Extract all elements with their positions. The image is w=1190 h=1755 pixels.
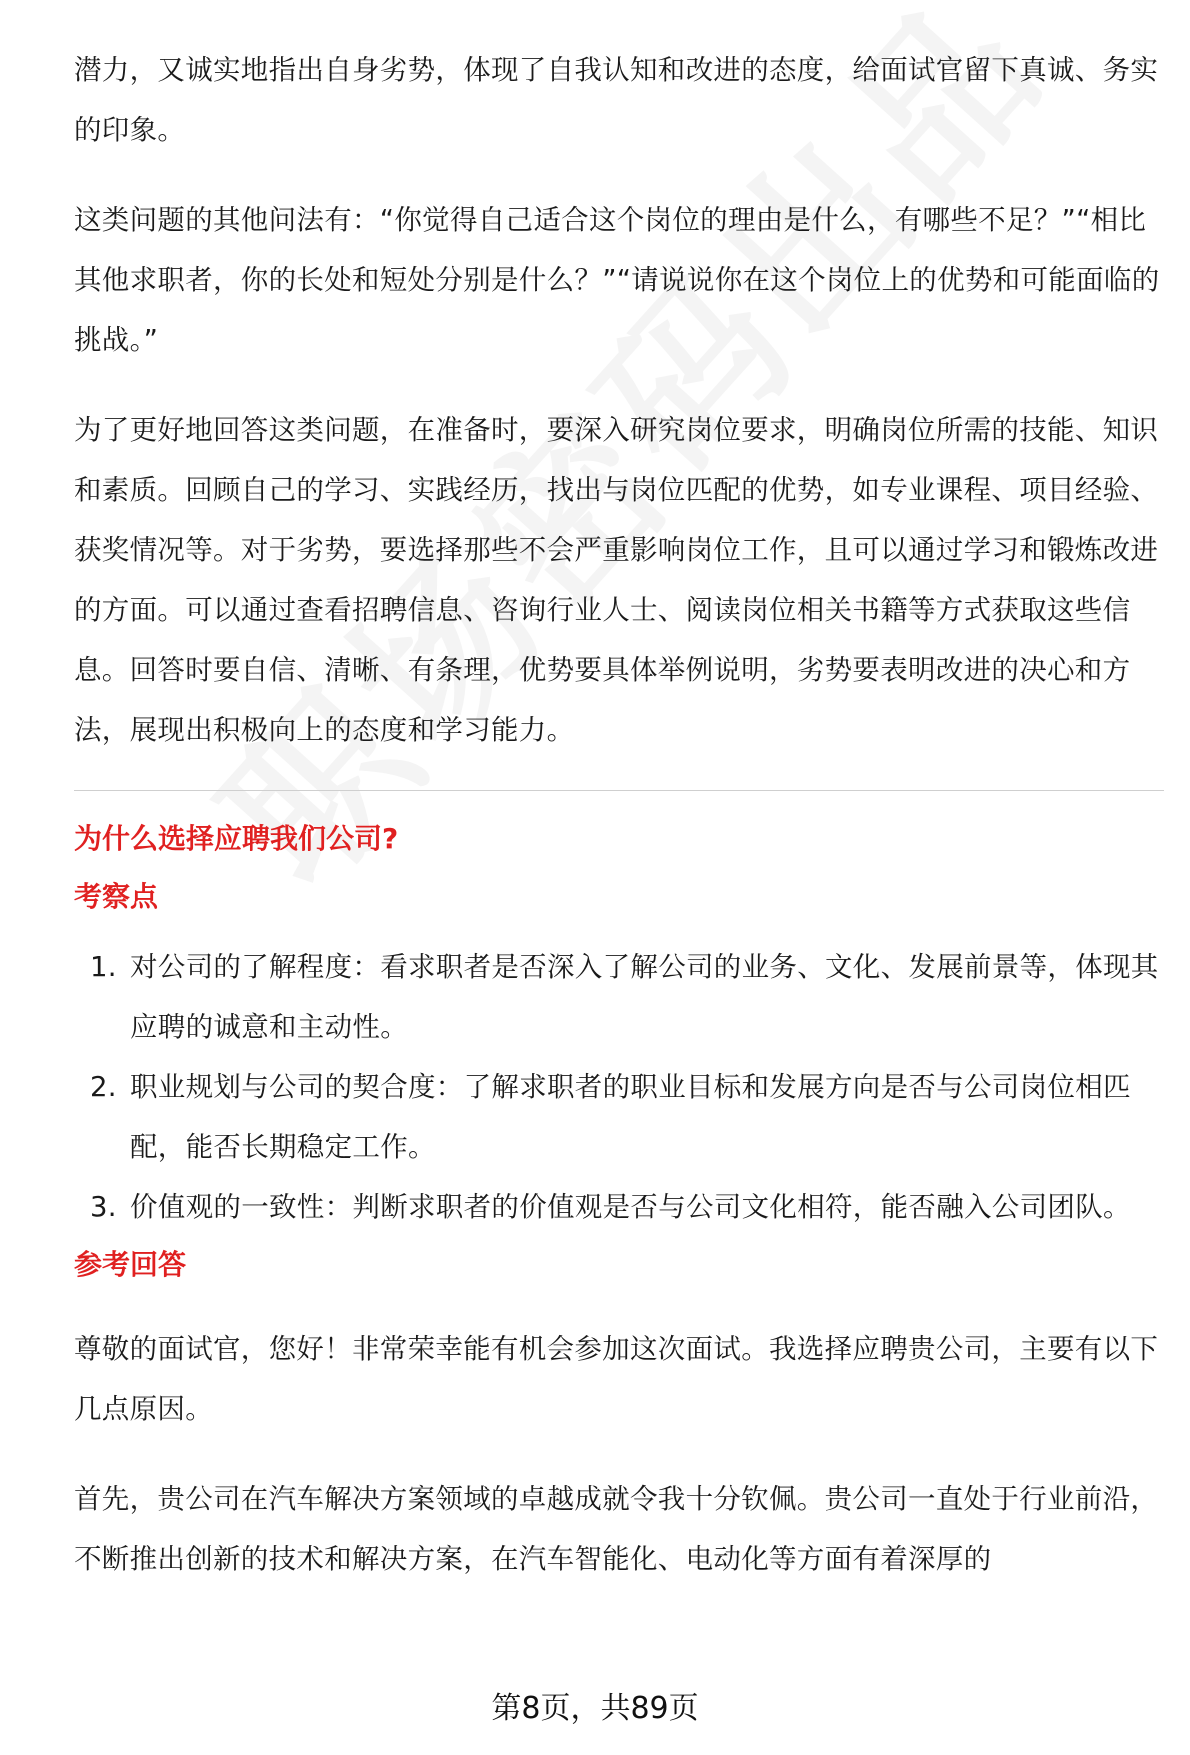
answer-heading: 参考回答 <box>74 1248 187 1281</box>
list-number: 1. <box>90 951 117 983</box>
list-item-text: 职业规划与公司的契合度：了解求职者的职业目标和发展方向是否与公司岗位相匹配，能否长期稳定工作。 <box>130 1071 1131 1163</box>
paragraph-preparation-tips: 为了更好地回答这类问题，在准备时，要深入研究岗位要求，明确岗位所需的技能、知识和素质。回顾自己的学习、实践经历，找出与岗位匹配的优势，如专业课程、项目经验、获奖情况等。对于劣势，要选择那些不会严重影响岗位工作，且可以通过学习和锻炼改进的方面。可以通过查看招聘信息、咨询行业人士、阅读岗位相关书籍等方式获取这些信息。回答时要自信、清晰、有条理，优势要具体举例说明，劣势要表明改进的决心和方法，展现出积极向上的态度和学习能力。 <box>74 414 1159 746</box>
answer-paragraph-greeting: 尊敬的面试官，您好！非常荣幸能有机会参加这次面试。我选择应聘贵公司，主要有以下几点原因。 <box>74 1333 1159 1425</box>
answer-paragraph-first-reason: 首先，贵公司在汽车解决方案领域的卓越成就令我十分钦佩。贵公司一直处于行业前沿，不断推出创新的技术和解决方案，在汽车智能化、电动化等方面有着深厚的 <box>74 1483 1159 1575</box>
paragraph-intro-continuation: 潜力，又诚实地指出自身劣势，体现了自我认知和改进的态度，给面试官留下真诚、务实的印象。 <box>74 54 1159 146</box>
list-number: 2. <box>90 1071 117 1103</box>
paragraph-alternate-questions: 这类问题的其他问法有：“你觉得自己适合这个岗位的理由是什么，有哪些不足？”“相比其他求职者，你的长处和短处分别是什么？”“请说说你在这个岗位上的优势和可能面临的挑战。” <box>74 204 1160 356</box>
list-number: 3. <box>90 1191 117 1223</box>
assessment-points-list <box>74 937 1164 1237</box>
list-item <box>74 937 1164 1057</box>
question-title: 为什么选择应聘我们公司? <box>74 822 399 855</box>
document-body <box>74 40 1164 1589</box>
section-divider <box>74 790 1164 791</box>
list-item <box>74 1057 1164 1177</box>
points-heading: 考察点 <box>74 880 159 913</box>
list-item <box>74 1177 1164 1237</box>
page-number: 第8页，共89页 <box>491 1691 699 1726</box>
list-item-text: 对公司的了解程度：看求职者是否深入了解公司的业务、文化、发展前景等，体现其应聘的诚意和主动性。 <box>130 951 1159 1043</box>
list-item-text: 价值观的一致性：判断求职者的价值观是否与公司文化相符，能否融入公司团队。 <box>130 1191 1131 1223</box>
